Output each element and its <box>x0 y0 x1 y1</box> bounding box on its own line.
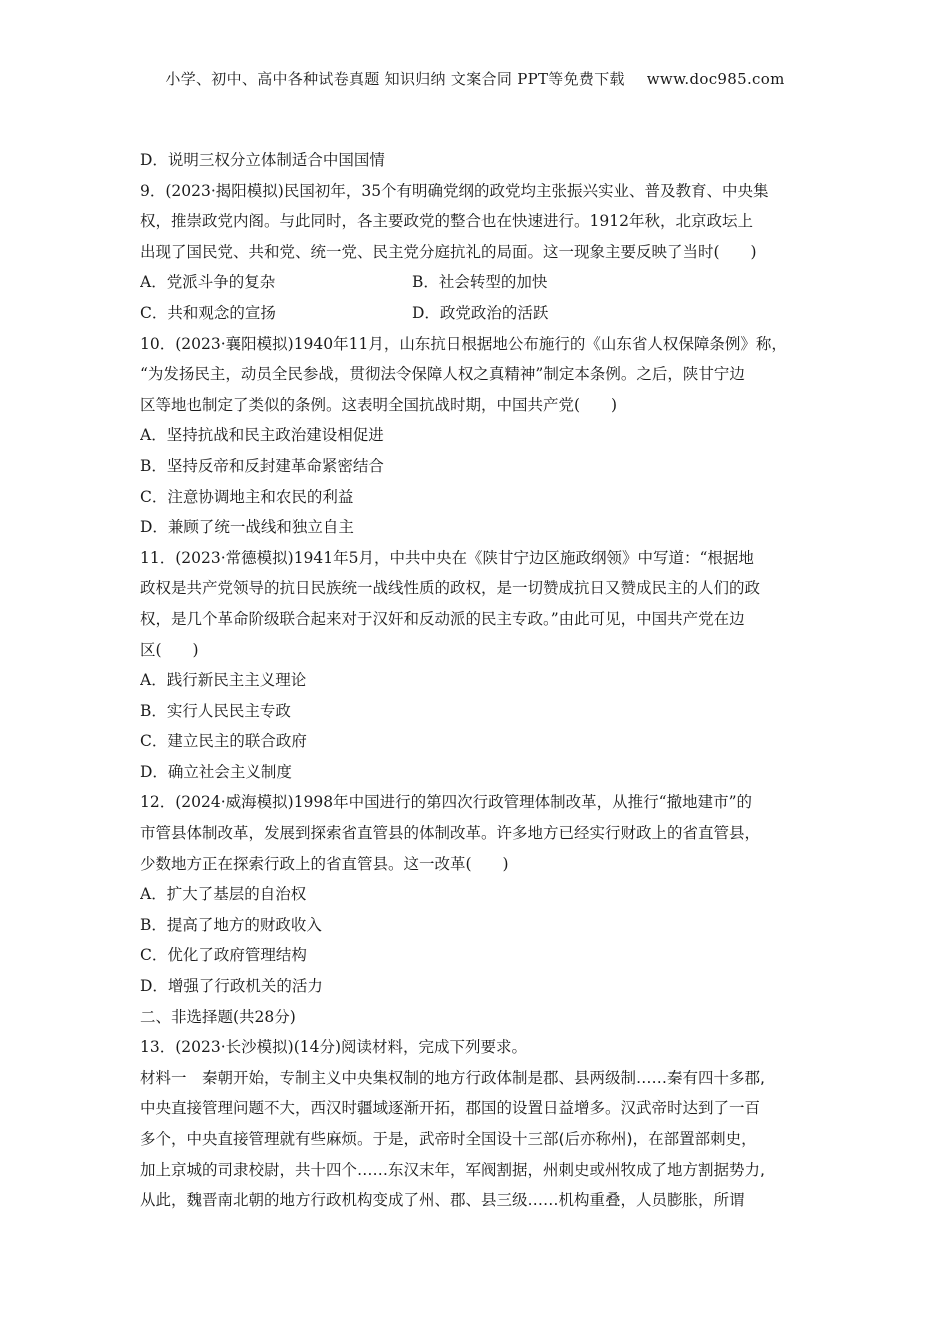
q9-option-b: B．社会转型的加快 <box>412 273 548 292</box>
q12-option-c: C．优化了政府管理结构 <box>140 946 307 965</box>
page-header <box>0 68 950 89</box>
header-site: www.doc985.com <box>646 70 785 88</box>
q12-option-b: B．提高了地方的财政收入 <box>140 915 322 934</box>
q11-stem-1: 11．(2023·常德模拟)1941年5月，中共中央在《陕甘宁边区施政纲领》中写道：“根据地 <box>140 548 754 567</box>
q11-stem-4: 区( ) <box>140 640 199 659</box>
q9-stem-3: 出现了国民党、共和党、统一党、民主党分庭抗礼的局面。这一现象主要反映了当时( ) <box>140 242 757 261</box>
q8-option-d: D．说明三权分立体制适合中国国情 <box>140 151 385 169</box>
q10-option-d: D．兼顾了统一战线和独立自主 <box>140 518 354 537</box>
header-text: 小学、初中、高中各种试卷真题 知识归纳 文案合同 PPT等免费下载 <box>165 70 625 88</box>
q11-option-c: C．建立民主的联合政府 <box>140 732 307 751</box>
q10-stem-1: 10．(2023·襄阳模拟)1940年11月，山东抗日根据地公布施行的《山东省人权保障条例》称， <box>140 334 787 353</box>
q9-option-d: D．政党政治的活跃 <box>412 303 549 322</box>
q12-option-a: A．扩大了基层的自治权 <box>140 885 307 904</box>
q10-option-a: A．坚持抗战和民主政治建设相促进 <box>140 426 384 445</box>
q12-option-d: D．增强了行政机关的活力 <box>140 977 323 996</box>
q9-stem-1: 9．(2023·揭阳模拟)民国初年，35个有明确党纲的政党均主张振兴实业、普及教育、中央集 <box>140 181 769 200</box>
q12-stem-3: 少数地方正在探索行政上的省直管县。这一改革( ) <box>140 854 509 873</box>
q10-option-b: B．坚持反帝和反封建革命紧密结合 <box>140 456 384 475</box>
material-1-line-3: 多个，中央直接管理就有些麻烦。于是，武帝时全国设十三部(后亦称州)，在部置部刺史， <box>140 1130 757 1148</box>
material-1-line-1: 材料一 秦朝开始，专制主义中央集权制的地方行政体制是郡、县两级制……秦有四十多郡, <box>140 1068 765 1087</box>
q11-stem-2: 政权是共产党领导的抗日民族统一战线性质的政权，是一切赞成抗日又赞成民主的人们的政 <box>140 579 761 598</box>
q10-option-c: C．注意协调地主和农民的利益 <box>140 487 354 506</box>
q9-options-cd <box>140 298 815 329</box>
q11-option-b: B．实行人民民主专政 <box>140 701 291 720</box>
material-1-line-2: 中央直接管理问题不大，西汉时疆域逐渐开拓，郡国的设置日益增多。汉武帝时达到了一百 <box>140 1099 761 1118</box>
q9-option-c: C．共和观念的宣扬 <box>140 303 276 322</box>
q13-stem: 13．(2023·长沙模拟)(14分)阅读材料，完成下列要求。 <box>140 1038 528 1057</box>
q9-option-a: A．党派斗争的复杂 <box>140 273 276 292</box>
q9-stem-2: 权，推崇政党内阁。与此同时，各主要政党的整合也在快速进行。1912年秋，北京政坛上 <box>140 212 753 231</box>
q9-options-ab <box>140 267 815 298</box>
section-heading: 二、非选择题(共28分) <box>140 1007 296 1026</box>
q11-option-d: D．确立社会主义制度 <box>140 762 292 781</box>
q11-option-a: A．践行新民主主义理论 <box>140 671 307 690</box>
q12-stem-2: 市管县体制改革，发展到探索省直管县的体制改革。许多地方已经实行财政上的省直管县， <box>140 824 761 843</box>
material-1-line-5: 从此，魏晋南北朝的地方行政机构变成了州、郡、县三级……机构重叠，人员膨胀，所谓 <box>140 1191 745 1210</box>
document-body <box>140 145 815 1216</box>
q12-stem-1: 12．(2024·威海模拟)1998年中国进行的第四次行政管理体制改革，从推行“撤地建市”的 <box>140 793 752 812</box>
material-1-line-4: 加上京城的司隶校尉，共十四个……东汉末年，军阀割据，州刺史或州牧成了地方割据势力, <box>140 1160 765 1179</box>
q11-stem-3: 权，是几个革命阶级联合起来对于汉奸和反动派的民主专政。”由此可见，中国共产党在边 <box>140 609 745 628</box>
q10-stem-2: “为发扬民主，动员全民参战，贯彻法令保障人权之真精神”制定本条例。之后，陕甘宁边 <box>140 365 745 384</box>
q10-stem-3: 区等地也制定了类似的条例。这表明全国抗战时期，中国共产党( ) <box>140 395 618 414</box>
